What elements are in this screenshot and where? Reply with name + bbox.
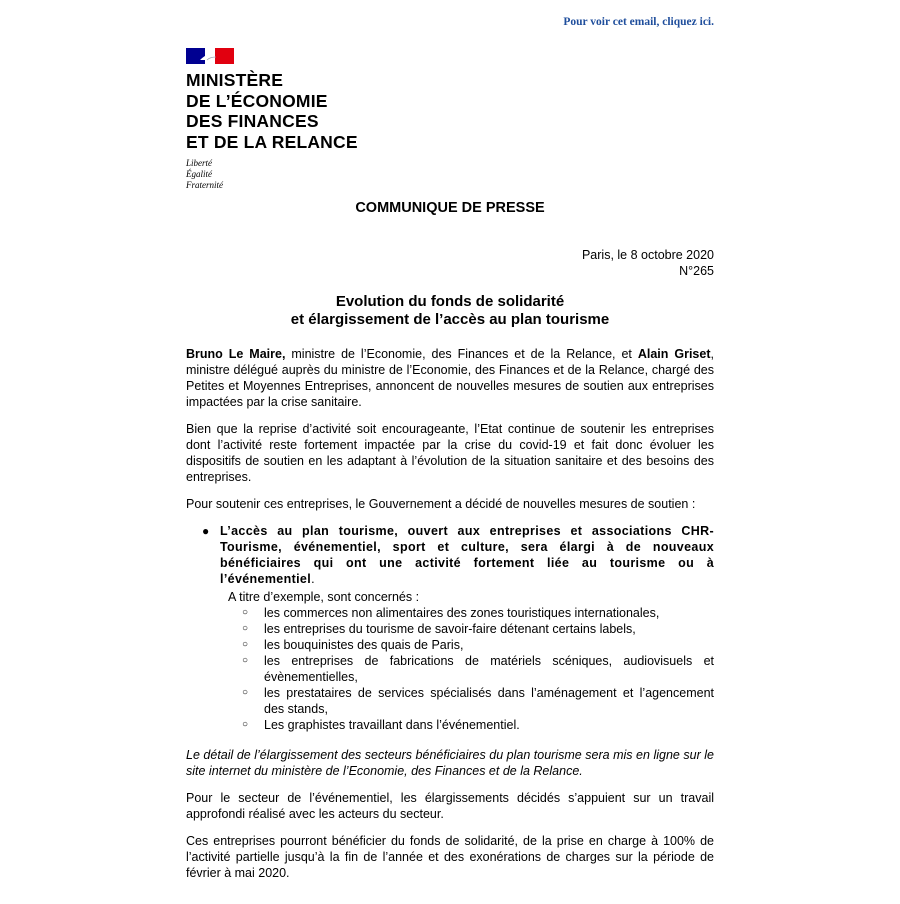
list-item	[242, 717, 714, 733]
details-note: Le détail de l’élargissement des secteurs bénéficiaires du plan tourisme sera mis en ligne sur le site internet du ministère de l’Economie, des Finances et de la Relance.	[186, 748, 714, 778]
measure-text: L’accès au plan tourisme, ouvert aux entreprises et associations CHR-Tourisme, événementiel, sport et culture, sera élargi à de nouveaux bénéficiaires qui ont une activité fortement liée au tourisme ou à l’événementiel	[220, 524, 714, 586]
motto-line: Égalité	[186, 169, 212, 179]
circle-bullet-icon: ○	[242, 607, 249, 618]
list-item	[242, 621, 714, 637]
release-date: Paris, le 8 octobre 2020	[581, 248, 714, 262]
view-email-link[interactable]: Pour voir cet email, cliquez ici.	[563, 16, 714, 28]
dateline	[582, 247, 714, 279]
list-item-text: les entreprises de fabrications de matériels scéniques, audiovisuels et évènementielles,	[264, 654, 714, 684]
list-item-text: les entreprises du tourisme de savoir-faire détenant certains labels,	[264, 622, 636, 636]
minister-name: Bruno Le Maire,	[186, 347, 286, 361]
circle-bullet-icon: ○	[242, 655, 249, 666]
measures-intro-paragraph: Pour soutenir ces entreprises, le Gouvernement a décidé de nouvelles mesures de soutien :	[186, 497, 696, 511]
circle-bullet-icon: ○	[242, 623, 249, 634]
examples-list	[228, 605, 714, 733]
marianne-flag-icon	[186, 48, 234, 64]
press-release-body	[186, 346, 714, 892]
list-item-text: les commerces non alimentaires des zones touristiques internationales,	[264, 606, 660, 620]
examples-intro: A titre d’exemple, sont concernés :	[228, 590, 420, 604]
ministry-line: DE L’ÉCONOMIE	[186, 90, 328, 111]
benefits-paragraph: Ces entreprises pourront bénéficier du fonds de solidarité, de la prise en charge à 100% de l’activité partielle jusqu’à la fin de l’année et des exonérations de charges sur la période de février à mai 2020.	[186, 834, 714, 880]
list-item	[242, 637, 714, 653]
motto-line: Fraternité	[186, 180, 223, 190]
title-line-1: Evolution du fonds de solidarité	[335, 293, 565, 310]
examples-block	[228, 589, 714, 733]
measure-bullet	[186, 523, 714, 587]
ministry-line: MINISTÈRE	[186, 70, 284, 90]
minister-name: Alain Griset	[637, 347, 711, 361]
circle-bullet-icon: ○	[242, 639, 249, 650]
measure-end: .	[311, 572, 315, 586]
list-item-text: Les graphistes travaillant dans l’événementiel.	[264, 718, 520, 732]
list-item-text: les bouquinistes des quais de Paris,	[264, 638, 464, 652]
bullet-icon: ●	[202, 524, 210, 538]
list-item	[242, 685, 714, 717]
circle-bullet-icon: ○	[242, 719, 249, 730]
ministry-line: DES FINANCES	[186, 111, 319, 131]
republic-motto	[186, 158, 358, 191]
press-release-heading: COMMUNIQUE DE PRESSE	[355, 200, 545, 216]
events-paragraph: Pour le secteur de l’événementiel, les élargissements décidés s’appuient sur un travail approfondi réalisé avec les acteurs du secteur.	[186, 791, 714, 821]
intro-text: , ministre délégué auprès du ministre de l’Economie, des Finances et de la Relance, chargé des Petites et Moyennes Entreprises, annoncent de nouvelles mesures de soutien aux entreprises impactées par la crise sanitaire.	[186, 347, 714, 409]
press-release-title	[186, 293, 714, 329]
ministry-line: ET DE LA RELANCE	[186, 131, 358, 152]
intro-paragraph	[186, 346, 714, 410]
ministry-logo	[186, 48, 358, 191]
list-item	[242, 605, 714, 621]
list-item-text: les prestataires de services spécialisés dans l’aménagement et l’agencement des stands,	[264, 686, 714, 716]
list-item	[242, 653, 714, 685]
motto-line: Liberté	[186, 158, 212, 168]
title-line-2: et élargissement de l’accès au plan tourisme	[290, 311, 610, 328]
circle-bullet-icon: ○	[242, 687, 249, 698]
ministry-name	[186, 70, 358, 152]
release-number: N°265	[679, 264, 714, 278]
context-paragraph: Bien que la reprise d’activité soit encourageante, l’Etat continue de soutenir les entreprises dont l’activité reste fortement impactée par la crise du covid-19 et fait donc évoluer les dispositifs de soutien en les adaptant à l’évolution de la situation sanitaire et des besoins des entreprises.	[186, 422, 714, 484]
intro-text: ministre de l’Economie, des Finances et de la Relance, et	[285, 347, 638, 361]
